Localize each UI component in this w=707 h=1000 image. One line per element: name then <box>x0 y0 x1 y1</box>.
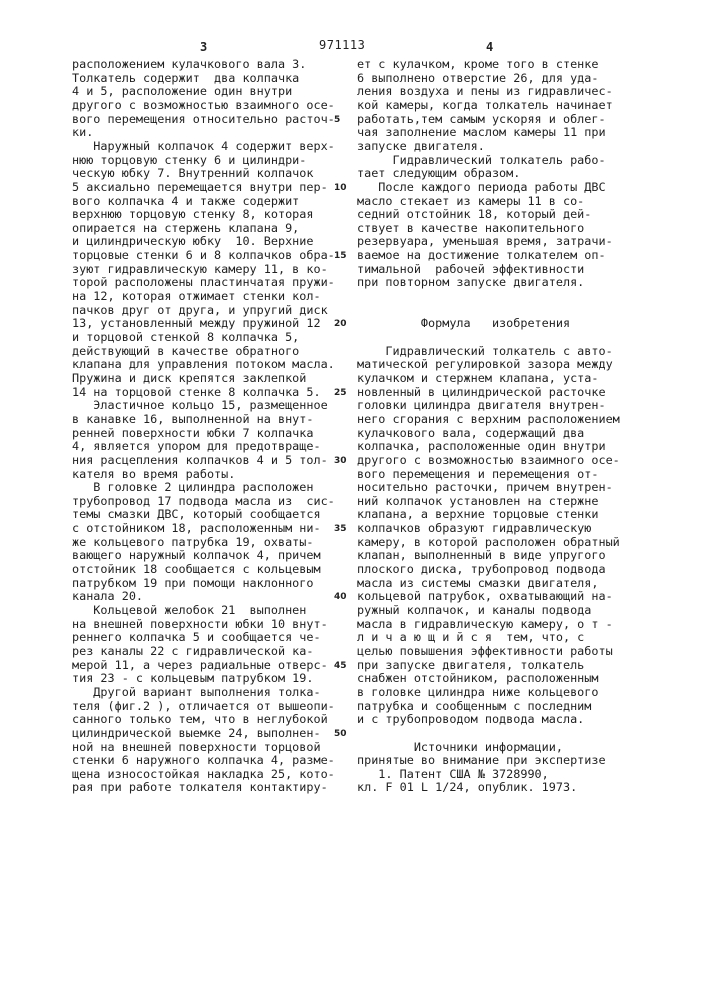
patent-number: 971113 <box>319 38 365 52</box>
text-line: Другой вариант выполнения толка- <box>72 686 321 699</box>
text-line: л и ч а ю щ и й с я тем, что, с <box>357 631 584 644</box>
text-line: Гидравлический толкатель рабо- <box>357 154 606 167</box>
line-number-marker: 30 <box>334 456 347 466</box>
text-line: рая при работе толкателя контактиру- <box>72 781 328 794</box>
text-line: камеру, в которой расположен обратный <box>357 536 620 549</box>
text-line: 1. Патент США № 3728990, <box>357 768 549 781</box>
text-line: торой расположены пластинчатая пружи- <box>72 276 335 289</box>
text-line: тия 23 - с кольцевым патрубком 19. <box>72 672 313 685</box>
text-line: цилиндрической выемке 24, выполнен- <box>72 727 321 740</box>
text-line: В головке 2 цилиндра расположен <box>72 481 313 494</box>
text-line: ренней поверхности юбки 7 колпачка <box>72 427 313 440</box>
text-line: вающего наружный колпачок 4, причем <box>72 549 321 562</box>
text-line: с отстойником 18, расположенным ни- <box>72 522 321 535</box>
text-line: плоского диска, трубопровод подвода <box>357 563 606 576</box>
text-line: трубопровод 17 подвода масла из сис- <box>72 495 335 508</box>
line-number-marker: 45 <box>334 661 347 671</box>
text-line: чая заполнение маслом камеры 11 при <box>357 126 606 139</box>
text-line: матической регулировкой зазора между <box>357 358 613 371</box>
text-line: на внешней поверхности юбки 10 внут- <box>72 618 328 631</box>
text-line: опирается на стержень клапана 9, <box>72 222 299 235</box>
text-line: целью повышения эффективности работы <box>357 645 613 658</box>
text-line: ствует в качестве накопительного <box>357 222 584 235</box>
text-line: при запуске двигателя, толкатель <box>357 659 584 672</box>
text-line: носительно расточки, причем внутрен- <box>357 481 613 494</box>
line-number-marker: 20 <box>334 319 347 329</box>
text-line: теля (фиг.2 ), отличается от вышеопи- <box>72 700 335 713</box>
text-line: ет с кулачком, кроме того в стенке <box>357 58 598 71</box>
section-heading: Формула изобретения <box>357 317 570 330</box>
text-line: щена износостойкая накладка 25, кото- <box>72 768 335 781</box>
text-line: рез каналы 22 с гидравлической ка- <box>72 645 313 658</box>
text-line: ний колпачок установлен на стержне <box>357 495 598 508</box>
text-line: кл. F 01 L 1/24, опублик. 1973. <box>357 781 577 794</box>
line-number-marker: 50 <box>334 729 347 739</box>
text-line: ческую юбку 7. Внутренний колпачок <box>72 167 313 180</box>
text-line: патрубка и сообщенным с последним <box>357 700 591 713</box>
text-line: при повторном запуске двигателя. <box>357 276 584 289</box>
text-line: кателя во время работы. <box>72 468 235 481</box>
text-line: колпачков образуют гидравлическую <box>357 522 591 535</box>
text-line: После каждого периода работы ДВС <box>357 181 606 194</box>
text-line: на 12, которая отжимает стенки кол- <box>72 290 321 303</box>
text-line: вого колпачка 4 и также содержит <box>72 195 299 208</box>
text-line: темы смазки ДВС, который сообщается <box>72 508 321 521</box>
text-line: 14 на торцовой стенке 8 колпачка 5. <box>72 386 321 399</box>
text-line: Эластичное кольцо 15, размещенное <box>72 399 328 412</box>
text-line: мерой 11, а через радиальные отверс- <box>72 659 328 672</box>
line-number-marker: 15 <box>334 251 347 261</box>
text-line: клапана для управления потоком масла. <box>72 358 335 371</box>
text-line: запуске двигателя. <box>357 140 485 153</box>
text-line: новленный в цилиндрической расточке <box>357 386 606 399</box>
text-line: реннего колпачка 5 и сообщается че- <box>72 631 321 644</box>
text-line: кольцевой патрубок, охватывающий на- <box>357 590 613 603</box>
text-line: санного только тем, что в неглубокой <box>72 713 328 726</box>
text-line: Гидравлический толкатель с авто- <box>357 345 613 358</box>
text-line: снабжен отстойником, расположенным <box>357 672 598 685</box>
page-number-right: 4 <box>486 40 493 54</box>
text-line: головки цилиндра двигателя внутрен- <box>357 399 606 412</box>
text-line: другого с возможностью взаимного осе- <box>72 99 335 112</box>
text-line: стенки 6 наружного колпачка 4, разме- <box>72 754 335 767</box>
text-line: другого с возможностью взаимного осе- <box>357 454 620 467</box>
text-line: седний отстойник 18, который дей- <box>357 208 591 221</box>
line-number-marker: 35 <box>334 524 347 534</box>
line-number-marker: 5 <box>334 115 340 125</box>
text-line: клапан, выполненный в виде упругого <box>357 549 606 562</box>
text-line: отстойник 18 сообщается с кольцевым <box>72 563 321 576</box>
text-line: вого перемещения относительно расточ- <box>72 113 335 126</box>
text-line: Пружина и диск крепятся заклепкой <box>72 372 306 385</box>
text-line: Толкатель содержит два колпачка <box>72 72 299 85</box>
text-line: 13, установленный между пружиной 12 <box>72 317 321 330</box>
text-line: 4 и 5, расположение один внутри <box>72 85 292 98</box>
text-line: патрубком 19 при помощи наклонного <box>72 577 313 590</box>
text-line: зуют гидравлическую камеру 11, в ко- <box>72 263 328 276</box>
text-line: тает следующим образом. <box>357 167 520 180</box>
text-line: нюю торцовую стенку 6 и цилиндри- <box>72 154 306 167</box>
text-line: клапана, а верхние торцовые стенки <box>357 508 598 521</box>
text-line: же кольцевого патрубка 19, охваты- <box>72 536 313 549</box>
text-line: пачков друг от друга, и упругий диск <box>72 304 328 317</box>
text-line: тимальной рабочей эффективности <box>357 263 584 276</box>
text-line: торцовые стенки 6 и 8 колпачков обра- <box>72 249 335 262</box>
text-line: колпачка, расположенные один внутри <box>357 440 606 453</box>
text-line: ной на внешней поверхности торцовой <box>72 741 321 754</box>
text-line: 4, является упором для предотвраще- <box>72 440 321 453</box>
text-line: принятые во внимание при экспертизе <box>357 754 606 767</box>
text-line: работать,тем самым ускоряя и облег- <box>357 113 606 126</box>
text-line: Кольцевой желобок 21 выполнен <box>72 604 306 617</box>
text-line: 5 аксиально перемещается внутри пер- <box>72 181 328 194</box>
text-line: действующий в качестве обратного <box>72 345 299 358</box>
text-line: и торцовой стенкой 8 колпачка 5, <box>72 331 299 344</box>
line-number-marker: 40 <box>334 592 347 602</box>
text-line: ки. <box>72 126 93 139</box>
text-line: ваемое на достижение толкателем оп- <box>357 249 606 262</box>
text-line: ления воздуха и пены из гидравличес- <box>357 85 613 98</box>
text-line: расположением кулачкового вала 3. <box>72 58 306 71</box>
text-line: Источники информации, <box>357 741 563 754</box>
text-line: масла в гидравлическую камеру, о т - <box>357 618 613 631</box>
text-line: ружный колпачок, и каналы подвода <box>357 604 591 617</box>
text-line: ния расцепления колпачков 4 и 5 тол- <box>72 454 328 467</box>
text-line: масло стекает из камеры 11 в со- <box>357 195 584 208</box>
text-line: кой камеры, когда толкатель начинает <box>357 99 613 112</box>
text-line: в канавке 16, выполненной на внут- <box>72 413 313 426</box>
line-number-marker: 10 <box>334 183 347 193</box>
text-line: Наружный колпачок 4 содержит верх- <box>72 140 335 153</box>
text-line: 6 выполнено отверстие 26, для уда- <box>357 72 598 85</box>
text-line: резервуара, уменьшая время, затрачи- <box>357 235 613 248</box>
text-line: и с трубопроводом подвода масла. <box>357 713 584 726</box>
text-line: него сгорания с верхним расположением <box>357 413 620 426</box>
text-line: верхнюю торцовую стенку 8, которая <box>72 208 313 221</box>
page-number-left: 3 <box>200 40 207 54</box>
text-line: кулачкового вала, содержащий два <box>357 427 584 440</box>
text-line: вого перемещения и перемещения от- <box>357 468 598 481</box>
text-line: канала 20. <box>72 590 143 603</box>
text-line: кулачком и стержнем клапана, уста- <box>357 372 598 385</box>
text-line: и цилиндрическую юбку 10. Верхние <box>72 235 313 248</box>
line-number-marker: 25 <box>334 388 347 398</box>
text-line: в головке цилиндра ниже кольцевого <box>357 686 598 699</box>
text-line: масла из системы смазки двигателя, <box>357 577 598 590</box>
